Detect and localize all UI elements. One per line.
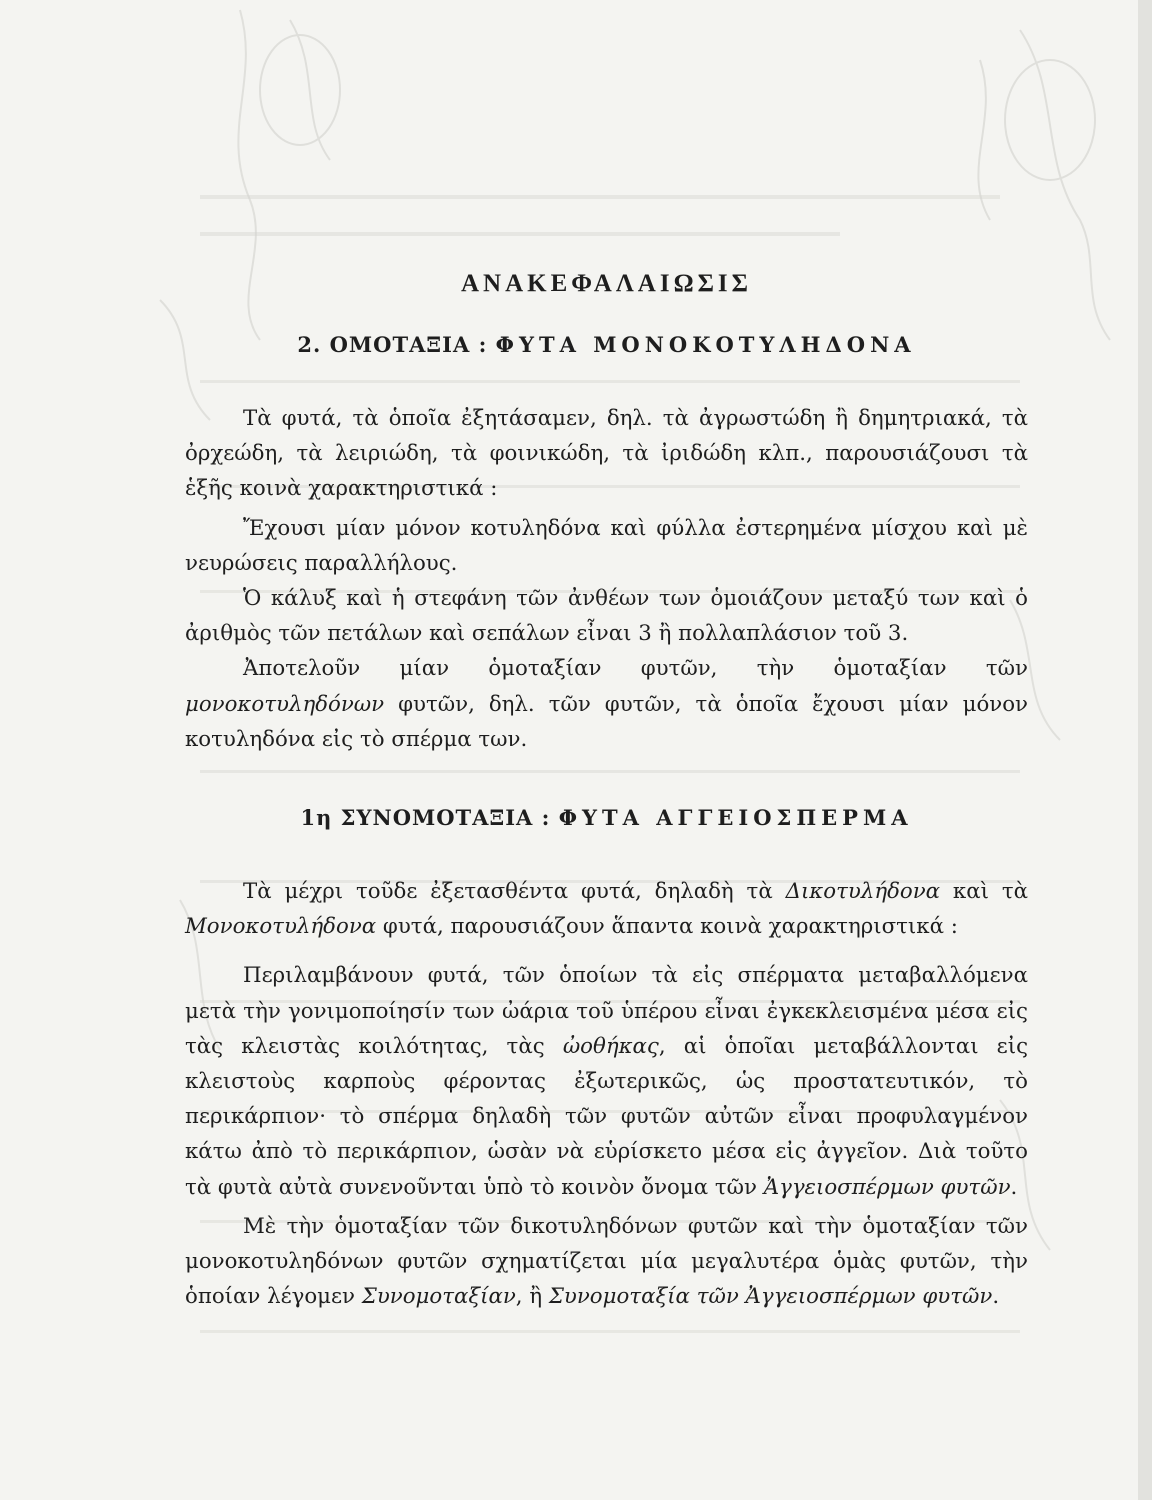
paragraph-text: , ἢ [515,1284,549,1310]
paragraph-italic-term: Μονοκοτυλήδονα [185,914,377,940]
section-heading-angiosperms [185,805,1028,830]
paragraph: Ἔχουσι μίαν μόνον κοτυληδόνα καὶ φύλλα ἐστερημένα μίσχου καὶ μὲ νευρώσεις παραλλήλους. [185,515,1028,576]
paragraph [185,958,1028,1204]
section-heading-prefix: 2. ΟΜΟΤΑΞΙΑ : [297,332,488,357]
paragraph-text: καὶ τὰ [940,879,1029,905]
section-heading-title: ΦΥΤΑ ΜΟΝΟΚΟΤΥΛΗΔΟΝΑ [495,332,916,357]
summary-heading: ΑΝΑΚΕΦΑΛΑΙΩΣΙΣ [460,270,753,297]
section-heading-prefix: 1η ΣΥΝΟΜΟΤΑΞΙΑ : [300,805,551,831]
paragraph-text: φυτῶν, δηλ. τῶν φυτῶν, τὰ ὁποῖα ἔχουσι μίαν μόνον κοτυληδόνα εἰς τὸ σπέρμα των. [185,691,1028,752]
paragraph-italic-term: Συνομοταξίαν [361,1284,516,1310]
paragraph-text: φυτά, παρουσιάζουν ἅπαντα κοινὰ χαρακτηριστικά : [376,914,958,940]
paragraph-text: Μὲ τὴν ὁμοταξίαν τῶν δικοτυληδόνων φυτῶν καὶ τὴν ὁμοταξίαν τῶν μονοκοτυληδόνων φυτῶν σχηματίζεται μία μεγαλυτέρα ὁμὰς φυτῶν, τὴν ὁποίαν λέγομεν [185,1213,1028,1310]
section-heading-monocotyledons [185,332,1028,357]
paragraph [185,651,1028,757]
paragraph-text: . [992,1284,1000,1310]
paragraph-italic-term: Ἀγγειοσπέρμων φυτῶν [763,1174,1011,1200]
paragraph-italic-term: Δικοτυλήδονα [785,879,941,905]
paragraph-text: Ἀποτελοῦν μίαν ὁμοταξίαν φυτῶν, τὴν ὁμοταξίαν τῶν [243,656,1028,682]
paragraph-text: . [1010,1174,1018,1200]
paragraph-text: Τὰ μέχρι τοῦδε ἐξετασθέντα φυτά, δηλαδὴ τὰ [243,879,786,905]
paragraph: Τὰ φυτά, τὰ ὁποῖα ἐξητάσαμεν, δηλ. τὰ ἀγρωστώδη ἢ δημητριακά, τὰ ὀρχεώδη, τὰ λειριώδη, τὰ φοινικώδη, τὰ ἰριδώδη κλπ., παρουσιάζουσι τὰ ἑξῆς κοινὰ χαρακτηριστικά : [185,406,1028,502]
paragraph: Ὁ κάλυξ καὶ ἡ στεφάνη τῶν ἀνθέων των ὁμοιάζουν μεταξύ των καὶ ὁ ἀριθμὸς τῶν πετάλων καὶ σεπάλων εἶναι 3 ἢ πολλαπλάσιον τοῦ 3. [185,586,1028,647]
paragraph [185,874,1028,944]
paragraph-italic-term: Συνομοταξία τῶν Ἀγγειοσπέρμων φυτῶν [548,1284,993,1310]
paragraph-italic-term: ὠοθήκας [562,1033,659,1059]
paragraph-text: Περιλαμβάνουν φυτά, τῶν ὁποίων τὰ εἰς σπέρματα μεταβαλλόμενα μετὰ τὴν γονιμοποίησίν των ὠάρια τοῦ ὑπέρου εἶναι ἐγκεκλεισμένα μέσα εἰς τὰς κλειστὰς κοιλότητας, τὰς [185,963,1028,1059]
paragraph-italic-term: μονοκοτυληδόνων [185,691,385,717]
page-content [185,270,1028,1314]
paragraph-text: , αἱ ὁποῖαι μεταβάλλονται εἰς κλειστοὺς καρποὺς φέροντας ἐξωτερικῶς, ὡς προστατευτικόν, τὸ περικάρπιον· τὸ σπέρμα δηλαδὴ τῶν φυτῶν αὐτῶν εἶναι προφυλαγμένον κάτω ἀπὸ τὸ περικάρπιον, ὡσὰν νὰ εὑρίσκετο μέσα εἰς ἀγγεῖον. Διὰ τοῦτο τὰ φυτὰ αὐτὰ συνενοῦνται ὑπὸ τὸ κοινὸν ὄνομα τῶν [185,1033,1028,1200]
section-heading-title: ΦΥΤΑ ΑΓΓΕΙΟΣΠΕΡΜΑ [558,805,913,831]
paragraph [185,1209,1028,1315]
